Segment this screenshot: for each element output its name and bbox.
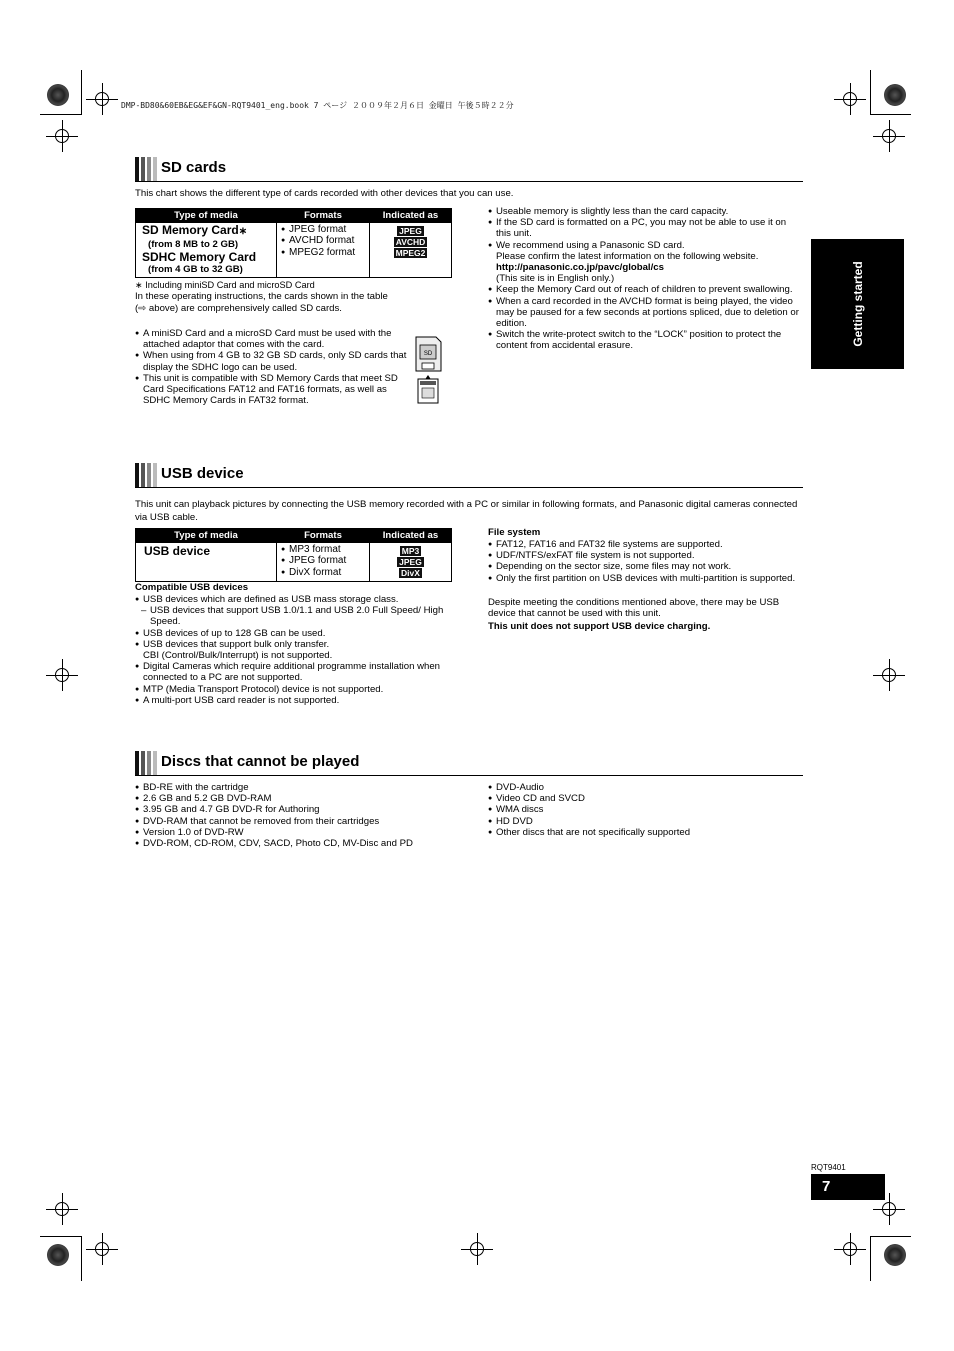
sd-types-cell [136, 223, 277, 278]
section-bar-icon [135, 157, 157, 181]
sd-section-title: SD cards [161, 159, 227, 176]
crosshair-mark [843, 1242, 857, 1256]
disc-item: ● DVD-RAM that cannot be removed from their cartridges [135, 816, 475, 827]
discs-section-title: Discs that cannot be played [161, 753, 360, 770]
crop-line [870, 1236, 911, 1237]
discs-section-header [135, 751, 803, 776]
crosshair-mark [843, 92, 857, 106]
sd-intro: This chart shows the different type of cards recorded with other devices that you can use. [135, 188, 514, 199]
compat-item: ● A multi-port USB card reader is not supported. [135, 695, 450, 706]
disc-item: ● HD DVD [488, 816, 803, 827]
sd-section-header [135, 157, 803, 182]
svg-text:SD: SD [423, 351, 433, 357]
sd-indicators-cell [370, 223, 452, 278]
avchd-indicator: AVCHD [395, 237, 426, 247]
fs-heading: File system [488, 527, 541, 538]
mp3-indicator: MP3 [401, 546, 420, 556]
registration-disc [47, 84, 69, 106]
section-side-tab [811, 239, 904, 369]
usb-type-cell [136, 543, 277, 582]
crop-line [870, 1236, 871, 1281]
col-formats: Formats [277, 209, 370, 223]
usb-media-table [135, 528, 452, 582]
sd-type-range: (from 8 MB to 2 GB) [148, 238, 239, 250]
sd-media-table [135, 208, 452, 278]
sd-note-line2: (⇨ above) are comprehensively called SD cards. [135, 303, 342, 314]
col-type: Type of media [136, 209, 277, 223]
crop-line [870, 70, 871, 115]
registration-disc [47, 1244, 69, 1266]
usb-intro: This unit can playback pictures by connecting the USB memory recorded with a PC or similar in following formats, and Panasonic digital cameras connected via USB cable. [135, 499, 798, 523]
section-bar-icon [135, 751, 157, 775]
sd-right-bullets [488, 206, 803, 352]
crop-line [870, 114, 911, 115]
recommend-more: Please confirm the latest information on the following website. [496, 250, 759, 262]
crop-line [81, 1236, 82, 1281]
fs-item: ● Depending on the sector size, some files may not work. [488, 561, 803, 572]
format-item: ● AVCHD format [281, 235, 365, 246]
disc-item: ● DVD-Audio [488, 782, 803, 793]
registration-disc [884, 1244, 906, 1266]
sd-bullet: ● When using from 4 GB to 32 GB SD cards, only SD cards that display the SDHC logo can be used. [135, 350, 407, 372]
crosshair-mark [95, 1242, 109, 1256]
support-url-link[interactable]: http://panasonic.co.jp/pavc/global/cs [496, 262, 664, 274]
crosshair-mark [55, 129, 69, 143]
jpeg-indicator: JPEG [399, 557, 422, 567]
mpeg2-indicator: MPEG2 [395, 248, 426, 258]
sd-right-bullet [488, 240, 803, 285]
sd-right-bullet: ● Useable memory is slightly less than the card capacity. [488, 206, 803, 217]
crosshair-mark [470, 1242, 484, 1256]
crop-line [40, 114, 81, 115]
crosshair-mark [55, 668, 69, 682]
compat-item: ● USB devices that support bulk only transfer. [135, 639, 450, 650]
crosshair-mark [95, 92, 109, 106]
usb-section-header [135, 463, 803, 488]
url-note: (This site is in English only.) [496, 273, 615, 285]
jpeg-indicator: JPEG [399, 226, 422, 236]
crosshair-mark [882, 668, 896, 682]
sd-bullet: ● A miniSD Card and a microSD Card must be used with the attached adaptor that comes with the card. [135, 328, 407, 350]
usb-despite-note: Despite meeting the conditions mentioned above, there may be USB device that cannot be used with this unit. [488, 597, 780, 620]
sd-right-bullet: ● Switch the write-protect switch to the “LOCK” position to protect the content from accidental erasure. [488, 329, 803, 351]
usb-no-charge-note: This unit does not support USB device charging. [488, 621, 711, 632]
compat-item: ● USB devices which are defined as USB mass storage class. [135, 594, 450, 605]
crop-line [81, 70, 82, 115]
format-item: ● MP3 format [281, 544, 365, 555]
col-indicated: Indicated as [370, 209, 452, 223]
sd-note-line1: In these operating instructions, the cards shown in the table [135, 291, 388, 302]
sdhc-type-range: (from 4 GB to 32 GB) [148, 263, 243, 275]
sd-right-bullet: ● When a card recorded in the AVCHD format is being played, the video may be paused for a few seconds at portions spliced, due to deletion or edition. [488, 296, 803, 330]
discs-left-list [135, 782, 475, 849]
sd-right-bullet: ● Keep the Memory Card out of reach of children to prevent swallowing. [488, 284, 803, 295]
crosshair-mark [882, 129, 896, 143]
document-code: RQT9401 [811, 1163, 846, 1172]
disc-item: ● DVD-ROM, CD-ROM, CDV, SACD, Photo CD, MV-Disc and PD [135, 838, 475, 849]
sd-card-adaptor-icon [413, 335, 443, 405]
col-type: Type of media [136, 529, 277, 543]
fs-item: ● FAT12, FAT16 and FAT32 file systems are supported. [488, 539, 803, 550]
format-item: ● JPEG format [281, 224, 365, 235]
divx-indicator: DivX [401, 568, 420, 578]
usb-section-title: USB device [161, 465, 244, 482]
compat-item: CBI (Control/Bulk/Interrupt) is not supported. [143, 650, 333, 662]
compat-item: ● MTP (Media Transport Protocol) device is not supported. [135, 684, 450, 695]
compat-item: ● Digital Cameras which require additional programme installation when connected to a PC are not supported. [135, 661, 450, 683]
disc-item: ● 3.95 GB and 4.7 GB DVD-R for Authoring [135, 804, 475, 815]
disc-item: ● Other discs that are not specifically supported [488, 827, 803, 838]
disc-item: ● BD-RE with the cartridge [135, 782, 475, 793]
compat-heading: Compatible USB devices [135, 582, 249, 593]
recommend-text: We recommend using a Panasonic SD card. [496, 239, 685, 251]
disc-item: ● 2.6 GB and 5.2 GB DVD-RAM [135, 793, 475, 804]
format-item: ● DivX format [281, 567, 365, 578]
usb-formats-cell [277, 543, 370, 582]
sd-type-name: SD Memory Card [142, 223, 239, 237]
page-number: 7 [822, 1178, 831, 1195]
usb-indicators-cell [370, 543, 452, 582]
sd-formats-cell [277, 223, 370, 278]
fs-item: ● UDF/NTFS/exFAT file system is not supported. [488, 550, 803, 561]
sd-right-bullet: ● If the SD card is formatted on a PC, you may not be able to use it on this unit. [488, 217, 803, 239]
discs-right-list [488, 782, 803, 838]
format-item: ● JPEG format [281, 555, 365, 566]
section-bar-icon [135, 463, 157, 487]
usb-type-name: USB device [144, 544, 211, 558]
compat-list [135, 594, 450, 706]
side-tab-label: Getting started [850, 261, 865, 347]
col-indicated: Indicated as [370, 529, 452, 543]
disc-item: ● Video CD and SVCD [488, 793, 803, 804]
compat-item: ● USB devices of up to 128 GB can be used. [135, 628, 450, 639]
sdhc-type-name: SDHC Memory Card [142, 250, 257, 264]
registration-disc [884, 84, 906, 106]
page-number-box [811, 1174, 885, 1200]
format-item: ● MPEG2 format [281, 247, 365, 258]
crosshair-mark [55, 1202, 69, 1216]
crosshair-mark [882, 1202, 896, 1216]
print-file-info: DMP-BD80&60EB&EG&EF&GN-RQT9401_eng.book 7 ページ ２００９年２月６日 金曜日 午後５時２２分 [121, 101, 514, 110]
sd-bullet: ● This unit is compatible with SD Memory Cards that meet SD Card Specifications FAT12 and FAT16 formats, as well as SDHC Memory Cards in FAT32 format. [135, 373, 407, 407]
fs-list [488, 539, 803, 584]
fs-item: ● Only the first partition on USB devices with multi-partition is supported. [488, 573, 803, 584]
col-formats: Formats [277, 529, 370, 543]
crop-line [40, 1236, 81, 1237]
sd-footnote: ∗ Including miniSD Card and microSD Card [135, 280, 315, 290]
disc-item: ● Version 1.0 of DVD-RW [135, 827, 475, 838]
disc-item: ● WMA discs [488, 804, 803, 815]
compat-item: – USB devices that support USB 1.0/1.1 and USB 2.0 Full Speed/ High Speed. [135, 605, 450, 627]
sd-left-bullets [135, 328, 407, 406]
asterisk-mark: ∗ [238, 226, 248, 237]
